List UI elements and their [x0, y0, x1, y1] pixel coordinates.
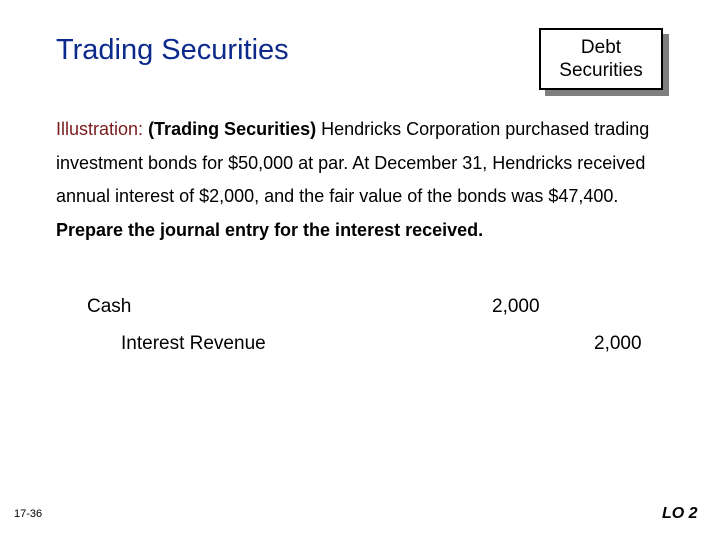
topic-badge	[539, 28, 663, 90]
debit-amount: 2,000	[492, 296, 540, 317]
credit-account: Interest Revenue	[121, 333, 266, 354]
illustration-label: Illustration:	[56, 119, 144, 139]
topic-badge-label: Debt Securities	[559, 37, 643, 81]
credit-amount: 2,000	[594, 333, 642, 354]
slide-number: 17-36	[14, 508, 43, 520]
debit-account: Cash	[87, 296, 132, 317]
illustration-paragraph	[56, 113, 666, 247]
illustration-text: Hendricks Corporation purchased trading investment bonds for $50,000 at par. At December 31, Hendricks received annual interest of $2,000, and the fair value of the bonds was $47,400.	[56, 119, 650, 206]
illustration-instruction: Prepare the journal entry for the interest received.	[56, 219, 484, 240]
learning-objective: LO 2	[662, 505, 698, 522]
illustration-subtitle: (Trading Securities)	[148, 119, 317, 139]
slide-title: Trading Securities	[56, 34, 289, 66]
